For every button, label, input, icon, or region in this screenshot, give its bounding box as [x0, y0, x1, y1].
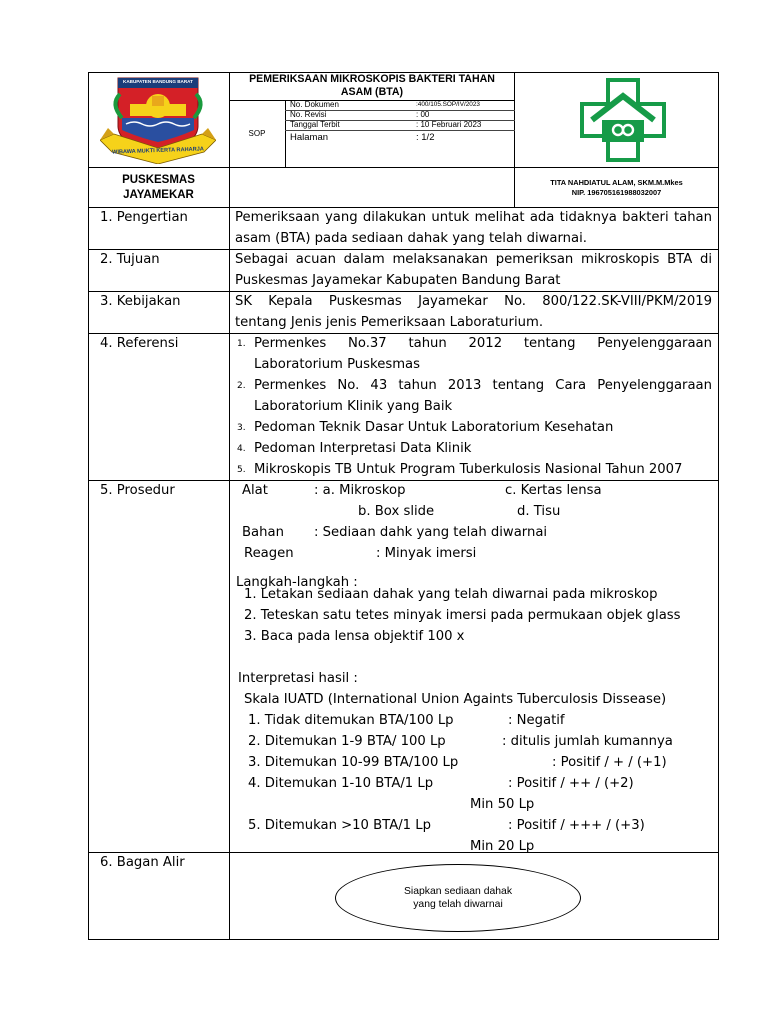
- alat-label: Alat: [242, 483, 268, 498]
- signer-nip: NIP. 196705161988032007: [571, 188, 662, 197]
- pengertian-text-line-2: asam (BTA) pada sediaan dahak yang telah diwarnai.: [235, 231, 587, 246]
- left-logo-top-text: KABUPATEN BANDUNG BARAT: [123, 79, 193, 84]
- doc-field-value-3: : 10 Februari 2023: [416, 120, 482, 129]
- referensi-item-2-line-1: Permenkes No. 43 tahun 2013 tentang Cara Penyelenggaraan: [254, 378, 712, 393]
- document-title-line-1: PEMERIKSAAN MIKROSKOPIS BAKTERI TAHAN: [249, 73, 495, 85]
- doc-field-label-2: No. Revisi: [290, 110, 327, 119]
- reagen-value: : Minyak imersi: [376, 546, 477, 561]
- referensi-number-3: 3.: [237, 423, 246, 433]
- puskesmas-cross-logo-icon: [580, 78, 666, 166]
- result-5-sub: Min 20 Lp: [470, 839, 535, 854]
- referensi-item-5: Mikroskopis TB Untuk Program Tuberkulosis Nasional Tahun 2007: [254, 462, 683, 477]
- interpretasi-title: Interpretasi hasil :: [238, 671, 358, 686]
- section-label-pengertian: 1. Pengertian: [100, 210, 188, 225]
- sop-label: SOP: [248, 129, 266, 138]
- tujuan-text-line-2: Puskesmas Jayamekar Kabupaten Bandung Barat: [235, 273, 561, 288]
- bahan-label: Bahan: [242, 525, 284, 540]
- signer-name: TITA NAHDIATUL ALAM, SKM.M.Mkes: [550, 178, 683, 187]
- result-4-condition: 4. Ditemukan 1-10 BTA/1 Lp: [248, 776, 434, 791]
- doc-field-label-1: No. Dokumen: [290, 100, 339, 109]
- result-5-condition: 5. Ditemukan >10 BTA/1 Lp: [248, 818, 431, 833]
- doc-field-divider-3: [285, 130, 515, 131]
- organization-name-line-2: JAYAMEKAR: [123, 189, 194, 201]
- referensi-item-3: Pedoman Teknik Dasar Untuk Laboratorium Kesehatan: [254, 420, 614, 435]
- section-label-kebijakan: 3. Kebijakan: [100, 294, 181, 309]
- referensi-item-4: Pedoman Interpretasi Data Klinik: [254, 441, 472, 456]
- langkah-step-3: 3. Baca pada lensa objektif 100 x: [244, 629, 465, 644]
- referensi-number-4: 4.: [237, 444, 246, 454]
- result-2-value: : ditulis jumlah kumannya: [502, 734, 673, 749]
- kebijakan-text-line-2: tentang Jenis jenis Pemeriksaan Laboraturium.: [235, 315, 544, 330]
- alat-d: d. Tisu: [517, 504, 561, 519]
- section-label-prosedur: 5. Prosedur: [100, 483, 175, 498]
- signer-block: [515, 178, 718, 198]
- document-title-line-2: ASAM (BTA): [340, 86, 404, 98]
- langkah-step-2: 2. Teteskan satu tetes minyak imersi pada permukaan objek glass: [244, 608, 681, 623]
- result-3-condition: 3. Ditemukan 10-99 BTA/100 Lp: [248, 755, 459, 770]
- langkah-title: Langkah-langkah :: [236, 575, 358, 590]
- result-2-condition: 2. Ditemukan 1-9 BTA/ 100 Lp: [248, 734, 446, 749]
- alat-c: c. Kertas lensa: [505, 483, 602, 498]
- result-5-value: : Positif / +++ / (+3): [508, 818, 645, 833]
- doc-field-value-4: : 1/2: [416, 132, 435, 143]
- referensi-number-1: 1.: [237, 339, 246, 349]
- flowchart-node-line-1: Siapkan sediaan dahak: [403, 886, 513, 897]
- organization-name: [88, 173, 229, 203]
- result-4-value: : Positif / ++ / (+2): [508, 776, 634, 791]
- flowchart-node-line-2: yang telah diwarnai: [413, 899, 503, 910]
- doc-field-value-1: :400/105.SOP/IV/2023: [416, 101, 480, 108]
- referensi-item-1-line-1: Permenkes No.37 tahun 2012 tentang Penyelenggaraan: [254, 336, 712, 351]
- skala-text: Skala IUATD (International Union Againts Tuberculosis Dissease): [244, 692, 667, 707]
- referensi-number-5: 5.: [237, 465, 246, 475]
- left-logo-banner-text: WIBAWA MUKTI KERTA RAHARJA: [112, 146, 204, 156]
- alat-a: : a. Mikroskop: [314, 483, 406, 498]
- referensi-item-1-line-2: Laboratorium Puskesmas: [254, 357, 420, 372]
- flowchart-node-text: [336, 885, 580, 911]
- referensi-item-2-line-2: Laboratorium Klinik yang Baik: [254, 399, 453, 414]
- result-1-value: : Negatif: [508, 713, 565, 728]
- alat-b: b. Box slide: [358, 504, 435, 519]
- doc-field-label-3: Tanggal Terbit: [290, 120, 340, 129]
- column-divider: [229, 72, 230, 940]
- section-label-referensi: 4. Referensi: [100, 336, 179, 351]
- kebijakan-text-line-1: SK Kepala Puskesmas Jayamekar No. 800/122.SK-VIII/PKM/2019: [235, 294, 712, 309]
- header-divider: [88, 167, 719, 168]
- reagen-label: Reagen: [244, 546, 294, 561]
- table-border-right: [718, 72, 719, 940]
- doc-field-value-2: : 00: [416, 110, 430, 119]
- bahan-value: : Sediaan dahk yang telah diwarnai: [314, 525, 548, 540]
- pengertian-text-line-1: Pemeriksaan yang dilakukan untuk melihat ada tidaknya bakteri tahan: [235, 210, 712, 225]
- table-border-bottom: [88, 939, 719, 940]
- doc-field-label-4: Halaman: [290, 132, 329, 143]
- tujuan-text-line-1: Sebagai acuan dalam melaksanakan pemeriksan mikroskopis BTA di: [235, 252, 712, 267]
- document-title: [229, 73, 515, 99]
- flowchart-start-node: [335, 864, 581, 932]
- result-3-value: : Positif / + / (+1): [552, 755, 667, 770]
- result-1-condition: 1. Tidak ditemukan BTA/100 Lp: [248, 713, 454, 728]
- section-label-tujuan: 2. Tujuan: [100, 252, 160, 267]
- langkah-step-1: 1. Letakan sediaan dahak yang telah diwarnai pada mikroskop: [244, 587, 658, 602]
- result-4-sub: Min 50 Lp: [470, 797, 535, 812]
- left-logo: [100, 74, 216, 164]
- referensi-number-2: 2.: [237, 381, 246, 391]
- organization-name-line-1: PUSKESMAS: [122, 174, 195, 186]
- section-label-bagan-alir: 6. Bagan Alir: [100, 855, 185, 870]
